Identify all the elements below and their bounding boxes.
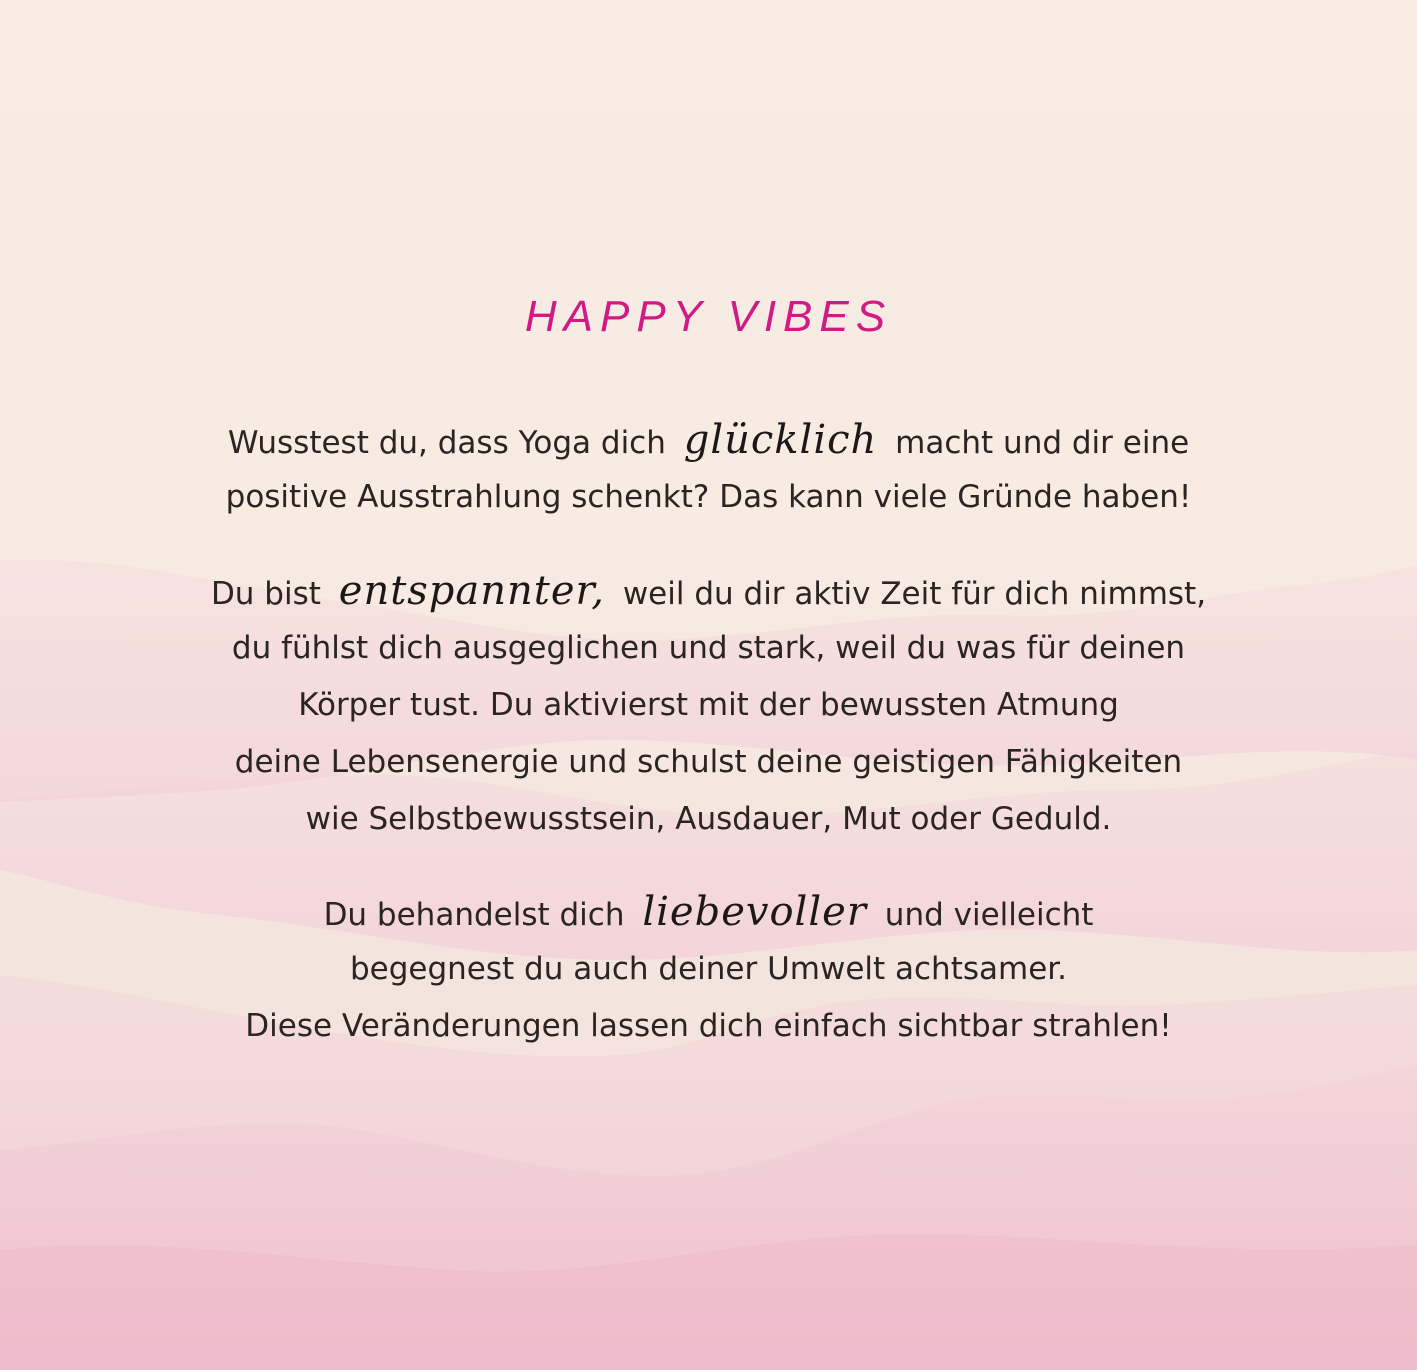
paragraph-2-line-1 <box>0 568 1417 614</box>
text-segment: Wusstest du, dass Yoga dich <box>227 425 666 461</box>
paragraph-3-line-1 <box>0 889 1417 935</box>
text-segment: macht und dir eine <box>895 425 1190 461</box>
paragraph-3-line-3: Diese Veränderungen lassen dich einfach sichtbar strahlen! <box>245 1008 1172 1044</box>
paragraph-1-line-2: positive Ausstrahlung schenkt? Das kann viele Gründe haben! <box>225 479 1192 515</box>
paragraph-2-line-4: deine Lebensenergie und schulst deine geistigen Fähigkeiten <box>234 744 1183 780</box>
text-segment: Du behandelst dich <box>323 897 625 933</box>
text-segment: Du bist <box>210 576 321 612</box>
script-word: entspannter, <box>338 568 605 614</box>
script-word: glücklich <box>683 417 878 463</box>
paragraph-2-line-3: Körper tust. Du aktivierst mit der bewussten Atmung <box>298 687 1119 723</box>
script-word: liebevoller <box>642 889 867 935</box>
text-segment: weil du dir aktiv Zeit für dich nimmst, <box>622 576 1207 612</box>
paragraph-1-line-1 <box>0 417 1417 463</box>
page-title: HAPPY VIBES <box>524 292 893 341</box>
paragraph-2-line-5: wie Selbstbewusstsein, Ausdauer, Mut oder Geduld. <box>305 801 1112 837</box>
paragraph-3-line-2: begegnest du auch deiner Umwelt achtsamer. <box>349 951 1068 987</box>
text-segment: und vielleicht <box>884 897 1094 933</box>
paragraph-2-line-2: du fühlst dich ausgeglichen und stark, weil du was für deinen <box>231 630 1186 666</box>
